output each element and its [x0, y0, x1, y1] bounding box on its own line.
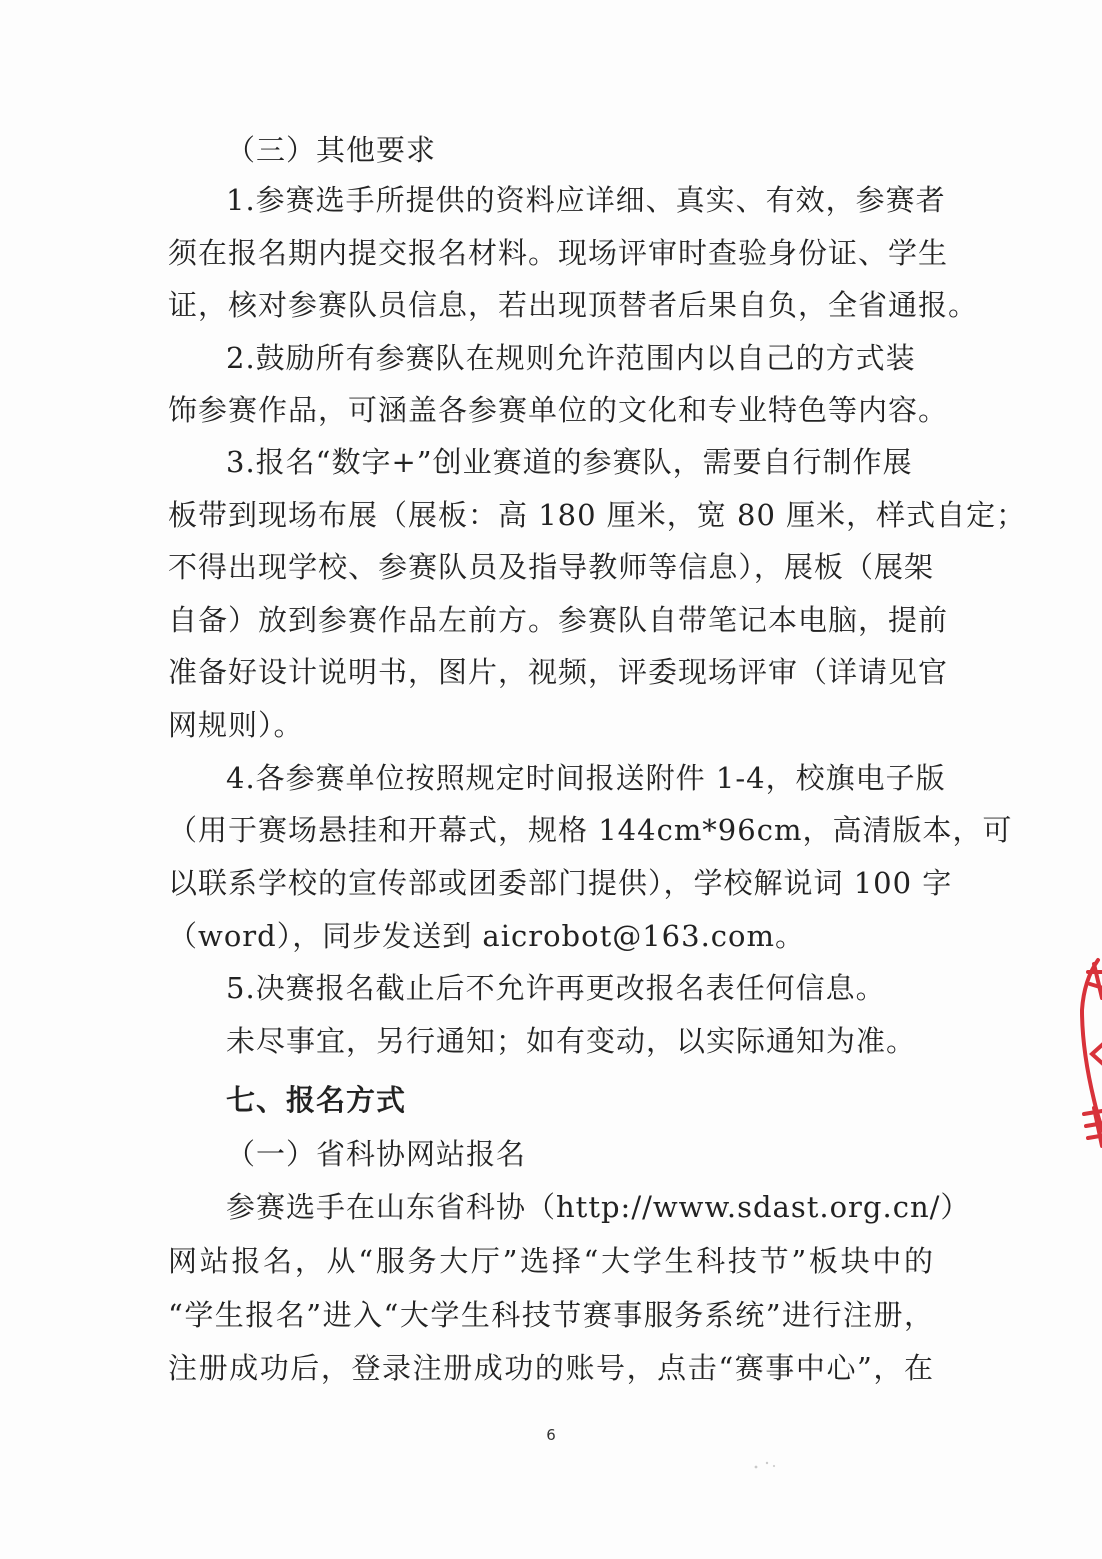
text-line: 证，核对参赛队员信息，若出现顶替者后果自负，全省通报。 [168, 288, 979, 322]
text-line: 须在报名期内提交报名材料。现场评审时查验身份证、学生 [168, 236, 949, 270]
text-line: 5.决赛报名截止后不允许再更改报名表任何信息。 [226, 971, 886, 1005]
text-line: （word），同步发送到 aicrobot@163.com。 [168, 919, 806, 953]
text-line: 饰参赛作品，可涵盖各参赛单位的文化和专业特色等内容。 [168, 393, 949, 427]
page-number: 6 [546, 1426, 556, 1444]
text-line: 未尽事宜，另行通知；如有变动，以实际通知为准。 [226, 1024, 917, 1058]
text-line: “学生报名”进入“大学生科技节赛事服务系统”进行注册， [168, 1298, 934, 1332]
text-line: 注册成功后，登录注册成功的账号，点击“赛事中心”，在 [168, 1351, 934, 1385]
text-line: 板带到现场布展（展板：高 180 厘米，宽 80 厘米，样式自定； [168, 498, 1027, 532]
text-line: 2.鼓励所有参赛队在规则允许范围内以自己的方式装 [226, 341, 916, 375]
section-heading: 七、报名方式 [226, 1083, 407, 1117]
text-line: 自备）放到参赛作品左前方。参赛队自带笔记本电脑，提前 [168, 603, 949, 637]
text-line: 以联系学校的宣传部或团委部门提供），学校解说词 100 字 [168, 866, 953, 900]
text-line: 网规则）。 [168, 708, 304, 742]
text-line: 3.报名“数字+”创业赛道的参赛队，需要自行制作展 [226, 445, 913, 479]
text-line: 参赛选手在山东省科协（http://www.sdast.org.cn/） [226, 1190, 971, 1224]
text-line: （三）其他要求 [226, 133, 437, 167]
red-seal-stamp [1068, 950, 1102, 1160]
text-line: 准备好设计说明书，图片，视频，评委现场评审（详请见官 [168, 655, 949, 689]
text-line: 1.参赛选手所提供的资料应详细、真实、有效，参赛者 [226, 183, 946, 217]
text-line: 4.各参赛单位按照规定时间报送附件 1-4，校旗电子版 [226, 761, 946, 795]
text-line: 不得出现学校、参赛队员及指导教师等信息），展板（展架 [168, 550, 934, 584]
scan-smudge [752, 1460, 782, 1470]
text-line: 网站报名，从“服务大厅”选择“大学生科技节”板块中的 [168, 1244, 934, 1278]
text-line: （用于赛场悬挂和开幕式，规格 144cm*96cm，高清版本，可 [168, 813, 1013, 847]
text-line: （一）省科协网站报名 [226, 1137, 527, 1171]
